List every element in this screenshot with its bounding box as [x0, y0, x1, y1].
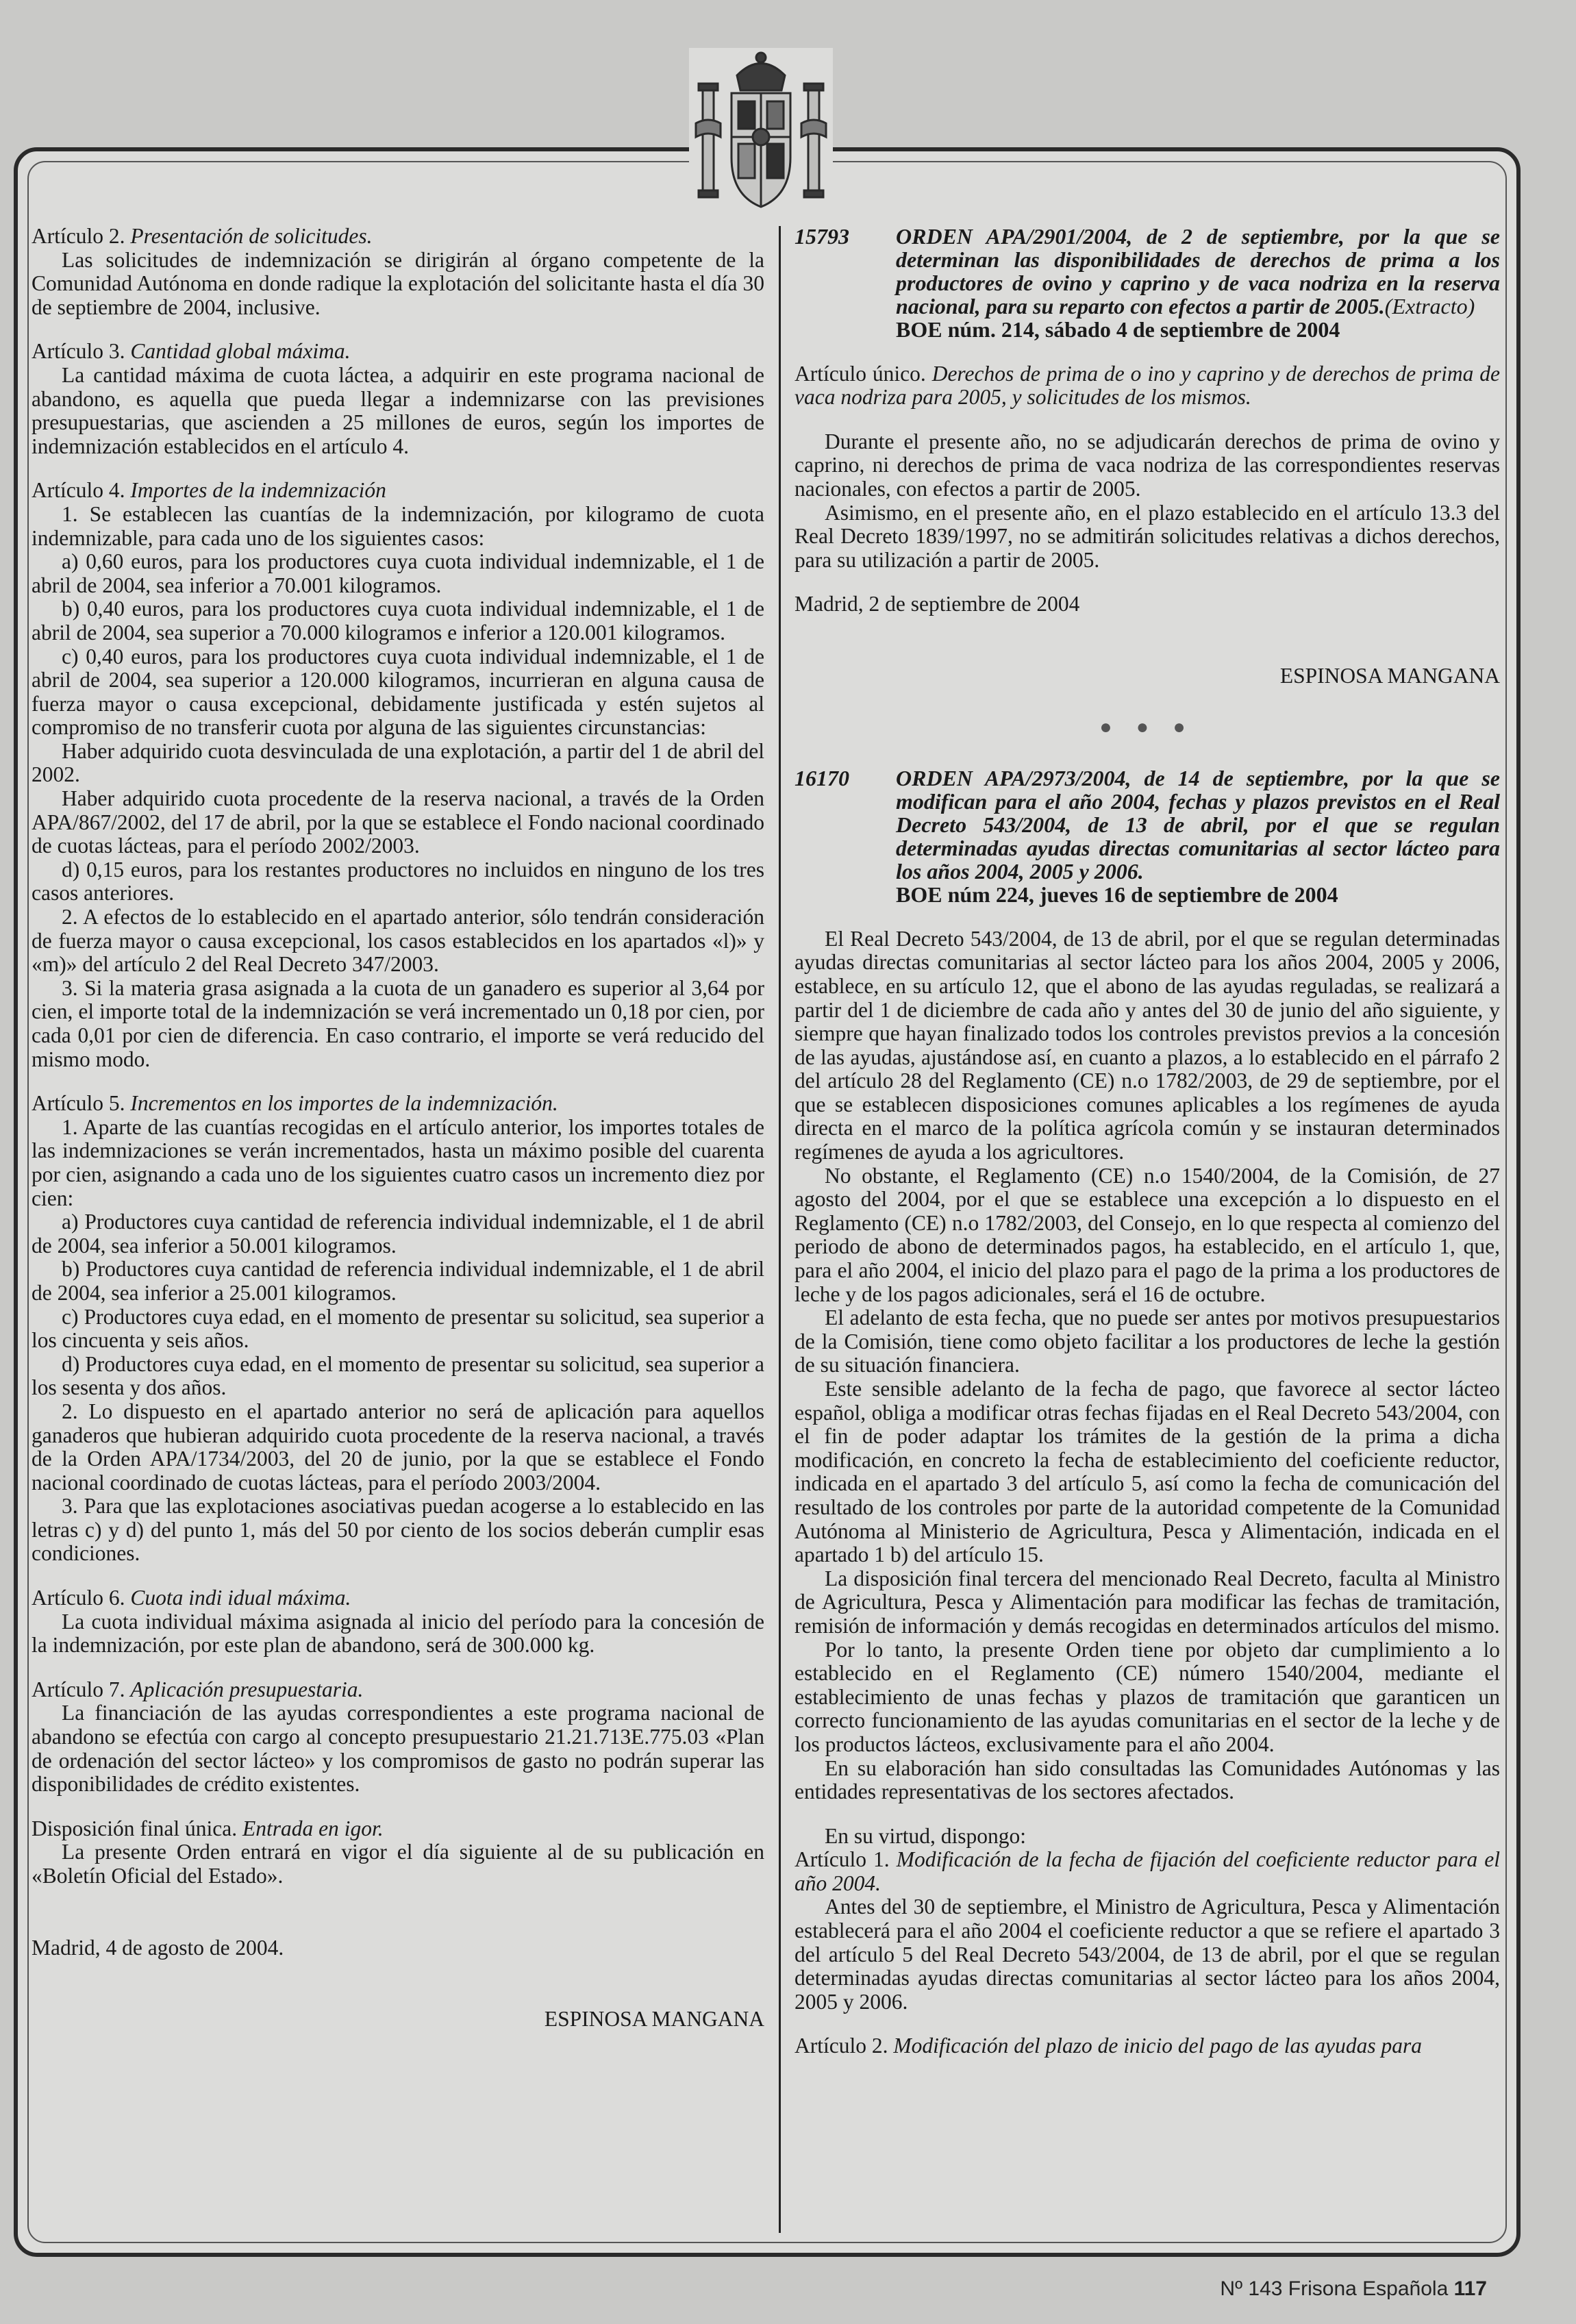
order-16170-paragraph: El adelanto de esta fecha, que no puede ser antes por motivos presupuestarios de la Comisión, tiene como objeto facilitar a los productores de leche la gestión de su situación financiera. — [795, 1305, 1500, 1377]
article-4-paragraph: 2. A efectos de lo establecido en el apartado anterior, sólo tendrán consideración de fuerza mayor o causa excepcional, los casos establecidos en los apartados «l)» y «m)» del artículo 2 del Real Decreto 347/2003. — [32, 905, 764, 977]
article-2-heading: Artículo 2. Modificación del plazo de inicio del pago de las ayudas para — [795, 2034, 1423, 2058]
article-4-paragraph: b) 0,40 euros, para los productores cuya cuota individual indemnizable, el 1 de abril de 2004, sea superior a 70.000 kilogramos e inferior a 120.001 kilogramos. — [32, 597, 764, 645]
article-5-paragraph: 3. Para que las explotaciones asociativas puedan acogerse a lo establecido en las letras c) y d) del punto 1, más del 50 por ciento de los socios deberán cumplir esas condiciones. — [32, 1494, 764, 1566]
order-title: ORDEN APA/2973/2004, de 14 de septiembre, por la que se modifican para el año 2004, fechas y plazos previstos en el Real Decreto 543/2004, de 13 de abril, por el que se regulan determinadas ayudas directas comunitarias al sector lácteo para los años 2004, 2005 y 2006. — [896, 766, 1500, 884]
order-16170-paragraph: No obstante, el Reglamento (CE) n.o 1540/2004, de la Comisión, de 27 agosto del 2004, por el que se establece una excepción a lo dispuesto en el Reglamento (CE) n.o 1782/2003, del Consejo, en lo que respecta al comienzo del periodo de abono de determinados pagos, ha establecido, en el artículo 1, que, para el año 2004, el inicio del plazo para el pago de la prima a los productores de leche y de los pagos adicionales, será el 16 de octubre. — [795, 1163, 1500, 1306]
order-16170-paragraph: En su virtud, dispongo: — [825, 1823, 1027, 1848]
order-number: 15793 — [795, 224, 849, 249]
article-7-heading: Artículo 7. Aplicación presupuestaria. — [32, 1677, 364, 1701]
article-5-paragraph: b) Productores cuya cantidad de referencia individual indemnizable, el 1 de abril de 2004, sea inferior a 25.001 kilogramos. — [32, 1257, 764, 1305]
article-4-paragraph: Haber adquirido cuota procedente de la reserva nacional, a través de la Orden APA/867/2002, del 17 de abril, por la que se establece el Fondo nacional coordinado de cuotas lácteas, para el período 2002/2003. — [32, 786, 764, 858]
boe-reference: BOE núm. 214, sábado 4 de septiembre de 2004 — [896, 317, 1340, 342]
right-column — [795, 225, 1500, 2058]
order-16170-paragraph: Este sensible adelanto de la fecha de pago, que favorece al sector lácteo español, obliga a modificar otras fechas fijadas en el Real Decreto 543/2004, con el fin de poder adaptar los trámites de la gestión de la prima a dicha modificación, en concreto la fecha de establecimiento del coeficiente reductor, indicada en el apartado 3 del artículo 5, así como la fecha de comunicación del resultado de los controles por parte de la autoridad competente de la Comunidad Autónoma al Ministerio de Agricultura, Pesca y Alimentación, indicada en el apartado 1 b) del artículo 15. — [795, 1377, 1500, 1567]
article-1-heading: Artículo 1. Modificación de la fecha de fijación del coeficiente reductor para el año 2004. — [795, 1847, 1500, 1895]
article-6-text: La cuota individual máxima asignada al inicio del período para la concesión de la indemnización, por este plan de abandono, será de 300.000 kg. — [32, 1609, 764, 1658]
article-7-text: La financiación de las ayudas correspondientes a este programa nacional de abandono se efectúa con cargo al concepto presupuestario 21.21.713E.775.03 «Plan de ordenación del sector lácteo» y los compromisos de gasto no podrán superar las disponibilidades de crédito existentes. — [32, 1701, 764, 1797]
page-number: 117 — [1453, 2277, 1487, 2300]
article-4-paragraph: 3. Si la materia grasa asignada a la cuota de un ganadero es superior al 3,64 por cien, el importe total de la indemnización se verá incrementado un 0,18 por cien, por cada 0,01 por cien de diferencia. En caso contrario, el importe se verá reducido del mismo modo. — [32, 975, 764, 1071]
article-5-paragraph: 1. Aparte de las cuantías recogidas en el artículo anterior, los importes totales de las indemnizaciones se verán incrementados, hasta un máximo posible del cuarenta por cien, asignando a cada uno de los siguientes cuatro casos un incremento diez por cien: — [32, 1114, 764, 1210]
article-4-heading: Artículo 4. Importes de la indemnización — [32, 478, 386, 503]
order-16170-header — [795, 766, 1500, 907]
issue-number: Nº 143 — [1220, 2277, 1283, 2300]
single-article-heading: Artículo único. Derechos de prima de o ino y caprino y de derechos de prima de vaca nodriza para 2005, y solicitudes de los mismos. — [795, 361, 1500, 410]
article-3-heading: Artículo 3. Cantidad global máxima. — [32, 339, 351, 364]
article-4-paragraph: Haber adquirido cuota desvinculada de una explotación, a partir del 1 de abril del 2002. — [32, 738, 764, 787]
order-15793-paragraph: Asimismo, en el presente año, en el plazo establecido en el artículo 13.3 del Real Decreto 1839/1997, no se admitirán solicitudes relativas a dichos derechos, para su utilización a partir de 2005. — [795, 500, 1500, 572]
coat-of-arms-icon — [689, 48, 833, 212]
article-2-text: Las solicitudes de indemnización se dirigirán al órgano competente de la Comunidad Autónoma en donde radique la explotación del solicitante hasta el día 30 de septiembre de 2004, inclusive. — [32, 247, 764, 319]
left-signature: ESPINOSA MANGANA — [544, 2007, 764, 2032]
article-1-text: Antes del 30 de septiembre, el Ministro de Agricultura, Pesca y Alimentación establecerá para el año 2004 el coeficiente reductor a que se refiere el apartado 3 del artículo 5 del Real Decreto 543/2004, de 13 de abril, por el que se regulan determinadas ayudas directas comunitarias al sector lácteo para los años 2004, 2005 y 2006. — [795, 1895, 1500, 2014]
order-15793-date: Madrid, 2 de septiembre de 2004 — [795, 592, 1080, 616]
left-date: Madrid, 4 de agosto de 2004. — [32, 1935, 284, 1960]
page-footer — [1220, 2277, 1487, 2301]
article-5-paragraph: 2. Lo dispuesto en el apartado anterior no será de aplicación para aquellos ganaderos que hubieran adquirido cuota procedente de la reserva nacional, a través de la Orden APA/1734/2003, del 20 de junio, por la que se establece el Fondo nacional coordinado de cuotas lácteas, para el período 2003/2004. — [32, 1399, 764, 1495]
order-title: ORDEN APA/2901/2004, de 2 de septiembre, por la que se determinan las disponibilidades de derechos de prima a los productores de ovino y caprino y de vaca nodriza en la reserva nacional, para su reparto con efectos a partir de 2005.(Extracto) — [896, 224, 1500, 318]
article-3-text: La cantidad máxima de cuota láctea, a adquirir en este programa nacional de abandono, es aquella que pueda llegar a indemnizarse con las previsiones presupuestarias, que ascienden a 25 millones de euros, según los importes de indemnización establecidos en el artículo 4. — [32, 362, 764, 458]
order-16170-paragraph: La disposición final tercera del mencionado Real Decreto, faculta al Ministro de Agricultura, Pesca y Alimentación para modificar las fechas de tramitación, remisión de información y demás recogidas en determinados artículos del mismo. — [795, 1566, 1500, 1638]
magazine-name: Frisona Española — [1288, 2277, 1449, 2300]
article-5-paragraph: a) Productores cuya cantidad de referencia individual indemnizable, el 1 de abril de 2004, sea inferior a 50.001 kilogramos. — [32, 1210, 764, 1258]
article-4-paragraph: 1. Se establecen las cuantías de la indemnización, por kilogramo de cuota indemnizable, para cada uno de los siguientes casos: — [32, 501, 764, 550]
article-5-paragraph: c) Productores cuya edad, en el momento de presentar su solicitud, sea superior a los cincuenta y seis años. — [32, 1304, 764, 1353]
article-5-heading: Artículo 5. Incrementos en los importes de la indemnización. — [32, 1091, 558, 1116]
article-6-heading: Artículo 6. Cuota indi idual máxima. — [32, 1586, 351, 1610]
order-16170-paragraph: Por lo tanto, la presente Orden tiene por objeto dar cumplimiento a lo establecido en el Reglamento (CE) número 1540/2004, mediante el establecimiento de unas fechas y plazos de tramitación que garanticen un correcto funcionamiento de las ayudas comunitarias en el sector de la leche y de los productos lácteos, exclusivamente para el año 2004. — [795, 1637, 1500, 1756]
order-15793-signature: ESPINOSA MANGANA — [1279, 663, 1500, 688]
column-divider — [779, 226, 781, 2233]
order-15793-paragraph: Durante el presente año, no se adjudicarán derechos de prima de ovino y caprino, ni derechos de prima de vaca nodriza de las correspondientes reservas nacionales, con efectos a partir de 2005. — [795, 429, 1500, 501]
left-column — [32, 225, 764, 2032]
article-4-paragraph: a) 0,60 euros, para los productores cuya cuota individual indemnizable, el 1 de abril de 2004, sea inferior a 70.001 kilogramos. — [32, 549, 764, 597]
final-provision-text: La presente Orden entrará en vigor el día siguiente al de su publicación en «Boletín Oficial del Estado». — [32, 1840, 764, 1888]
order-15793-header — [795, 225, 1500, 342]
order-16170-paragraph: El Real Decreto 543/2004, de 13 de abril, por el que se regulan determinadas ayudas directas comunitarias al sector lácteo para los años 2004, 2005 y 2006, establece, en su artículo 12, que el abono de las ayudas reguladas, se realizará a partir del 1 de diciembre de cada año y antes del 30 de junio del año siguiente, y siempre que hayan finalizado todos los controles previstos previos a la concesión de las ayudas, ajustándose así, en cuanto a plazos, a lo establecido en el párrafo 2 del artículo 28 del Reglamento (CE) n.o 1782/2003, de 29 de septiembre, por el que se establecen disposiciones comunes aplicables a los regímenes de ayuda directa en el marco de la política agrícola común y se instauran determinados regímenes de ayuda a los agricultores. — [795, 926, 1500, 1164]
section-separator: ● ● ● — [1099, 715, 1195, 738]
article-5-paragraph: d) Productores cuya edad, en el momento de presentar su solicitud, sea superior a los sesenta y dos años. — [32, 1351, 764, 1400]
order-number: 16170 — [795, 766, 849, 791]
article-2-heading: Artículo 2. Presentación de solicitudes. — [32, 224, 373, 248]
article-4-paragraph: c) 0,40 euros, para los productores cuya cuota individual indemnizable, el 1 de abril de 2004, sea superior a 120.000 kilogramos, incurrieran en alguna causa de fuerza mayor o causa excepcional, debidamente justificada y estén sujetos al compromiso de no transferir cuota por alguna de las siguientes circunstancias: — [32, 644, 764, 740]
boe-reference: BOE núm 224, jueves 16 de septiembre de 2004 — [896, 882, 1338, 908]
final-provision-heading: Disposición final única. Entrada en igor. — [32, 1816, 384, 1840]
article-4-paragraph: d) 0,15 euros, para los restantes productores no incluidos en ninguno de los tres casos anteriores. — [32, 857, 764, 905]
order-16170-paragraph: En su elaboración han sido consultadas las Comunidades Autónomas y las entidades representativas de los sectores afectados. — [795, 1756, 1500, 1804]
